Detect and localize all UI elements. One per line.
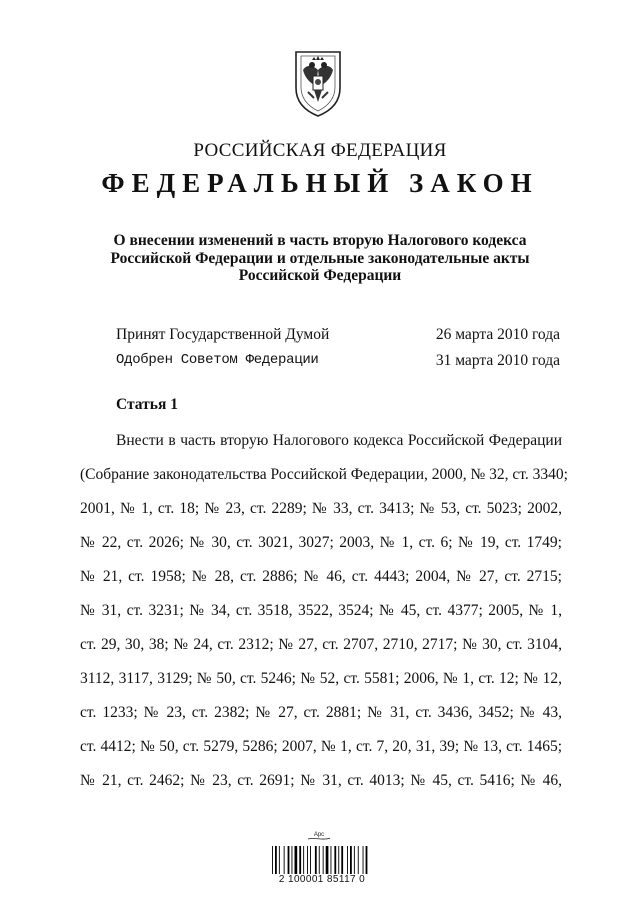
article-text-line: ст. 1233; № 23, ст. 2382; № 27, ст. 2881; № 31, ст. 3436, 3452; № 43, [80, 704, 562, 721]
country-title: РОССИЙСКАЯ ФЕДЕРАЦИЯ [193, 140, 447, 161]
article-text-line: (Собрание законодательства Российской Федерации, 2000, № 32, ст. 3340; [80, 466, 568, 483]
law-type-heading: ФЕДЕРАЛЬНЫЙ ЗАКОН [101, 168, 539, 198]
article-heading: Статья 1 [116, 396, 178, 413]
article-text-line: № 31, ст. 3231; № 34, ст. 3518, 3522, 3524; № 45, ст. 4377; 2005, № 1, [80, 602, 562, 619]
article-text-line: Внести в часть вторую Налогового кодекса Российской Федерации [116, 432, 562, 449]
council-label: Одобрен Советом Федерации [116, 352, 319, 368]
duma-label: Принят Государственной Думой [116, 326, 330, 343]
article-text-line: 2001, № 1, ст. 18; № 23, ст. 2289; № 33, ст. 3413; № 53, ст. 5023; 2002, [80, 500, 562, 517]
article-text-line: ст. 29, 30, 38; № 24, ст. 2312; № 27, ст. 2707, 2710, 2717; № 30, ст. 3104, [80, 636, 562, 653]
law-title-line: О внесении изменений в часть вторую Налогового кодекса [113, 232, 527, 249]
article-text-line: ст. 4412; № 50, ст. 5279, 5286; 2007, № 1, ст. 7, 20, 31, 39; № 13, ст. 1465; [80, 738, 562, 755]
article-text-line: № 21, ст. 1958; № 28, ст. 2886; № 46, ст. 4443; 2004, № 27, ст. 2715; [80, 568, 562, 585]
article-text-line: № 22, ст. 2026; № 30, ст. 3021, 3027; 2003, № 1, ст. 6; № 19, ст. 1749; [80, 534, 562, 551]
duma-date: 26 марта 2010 года [435, 326, 560, 343]
law-title [0, 232, 640, 285]
law-title-line: Российской Федерации и отдельные законодательные акты [110, 249, 530, 267]
barcode-number: 2 100001 85117 0 [278, 874, 366, 885]
coat-of-arms-emblem [290, 48, 346, 118]
registry-mark-text: Apc [313, 832, 325, 838]
article-text-line: № 21, ст. 2462; № 23, ст. 2691; № 31, ст. 4013; № 45, ст. 5416; № 46, [80, 772, 562, 789]
article-text-line: 3112, 3117, 3129; № 50, ст. 5246; № 52, ст. 5581; 2006, № 1, ст. 12; № 12, [80, 670, 562, 687]
council-date: 31 марта 2010 года [435, 352, 560, 369]
law-title-line: Российской Федерации [238, 267, 402, 284]
registry-mark-icon [306, 828, 332, 842]
barcode-icon [271, 846, 374, 874]
